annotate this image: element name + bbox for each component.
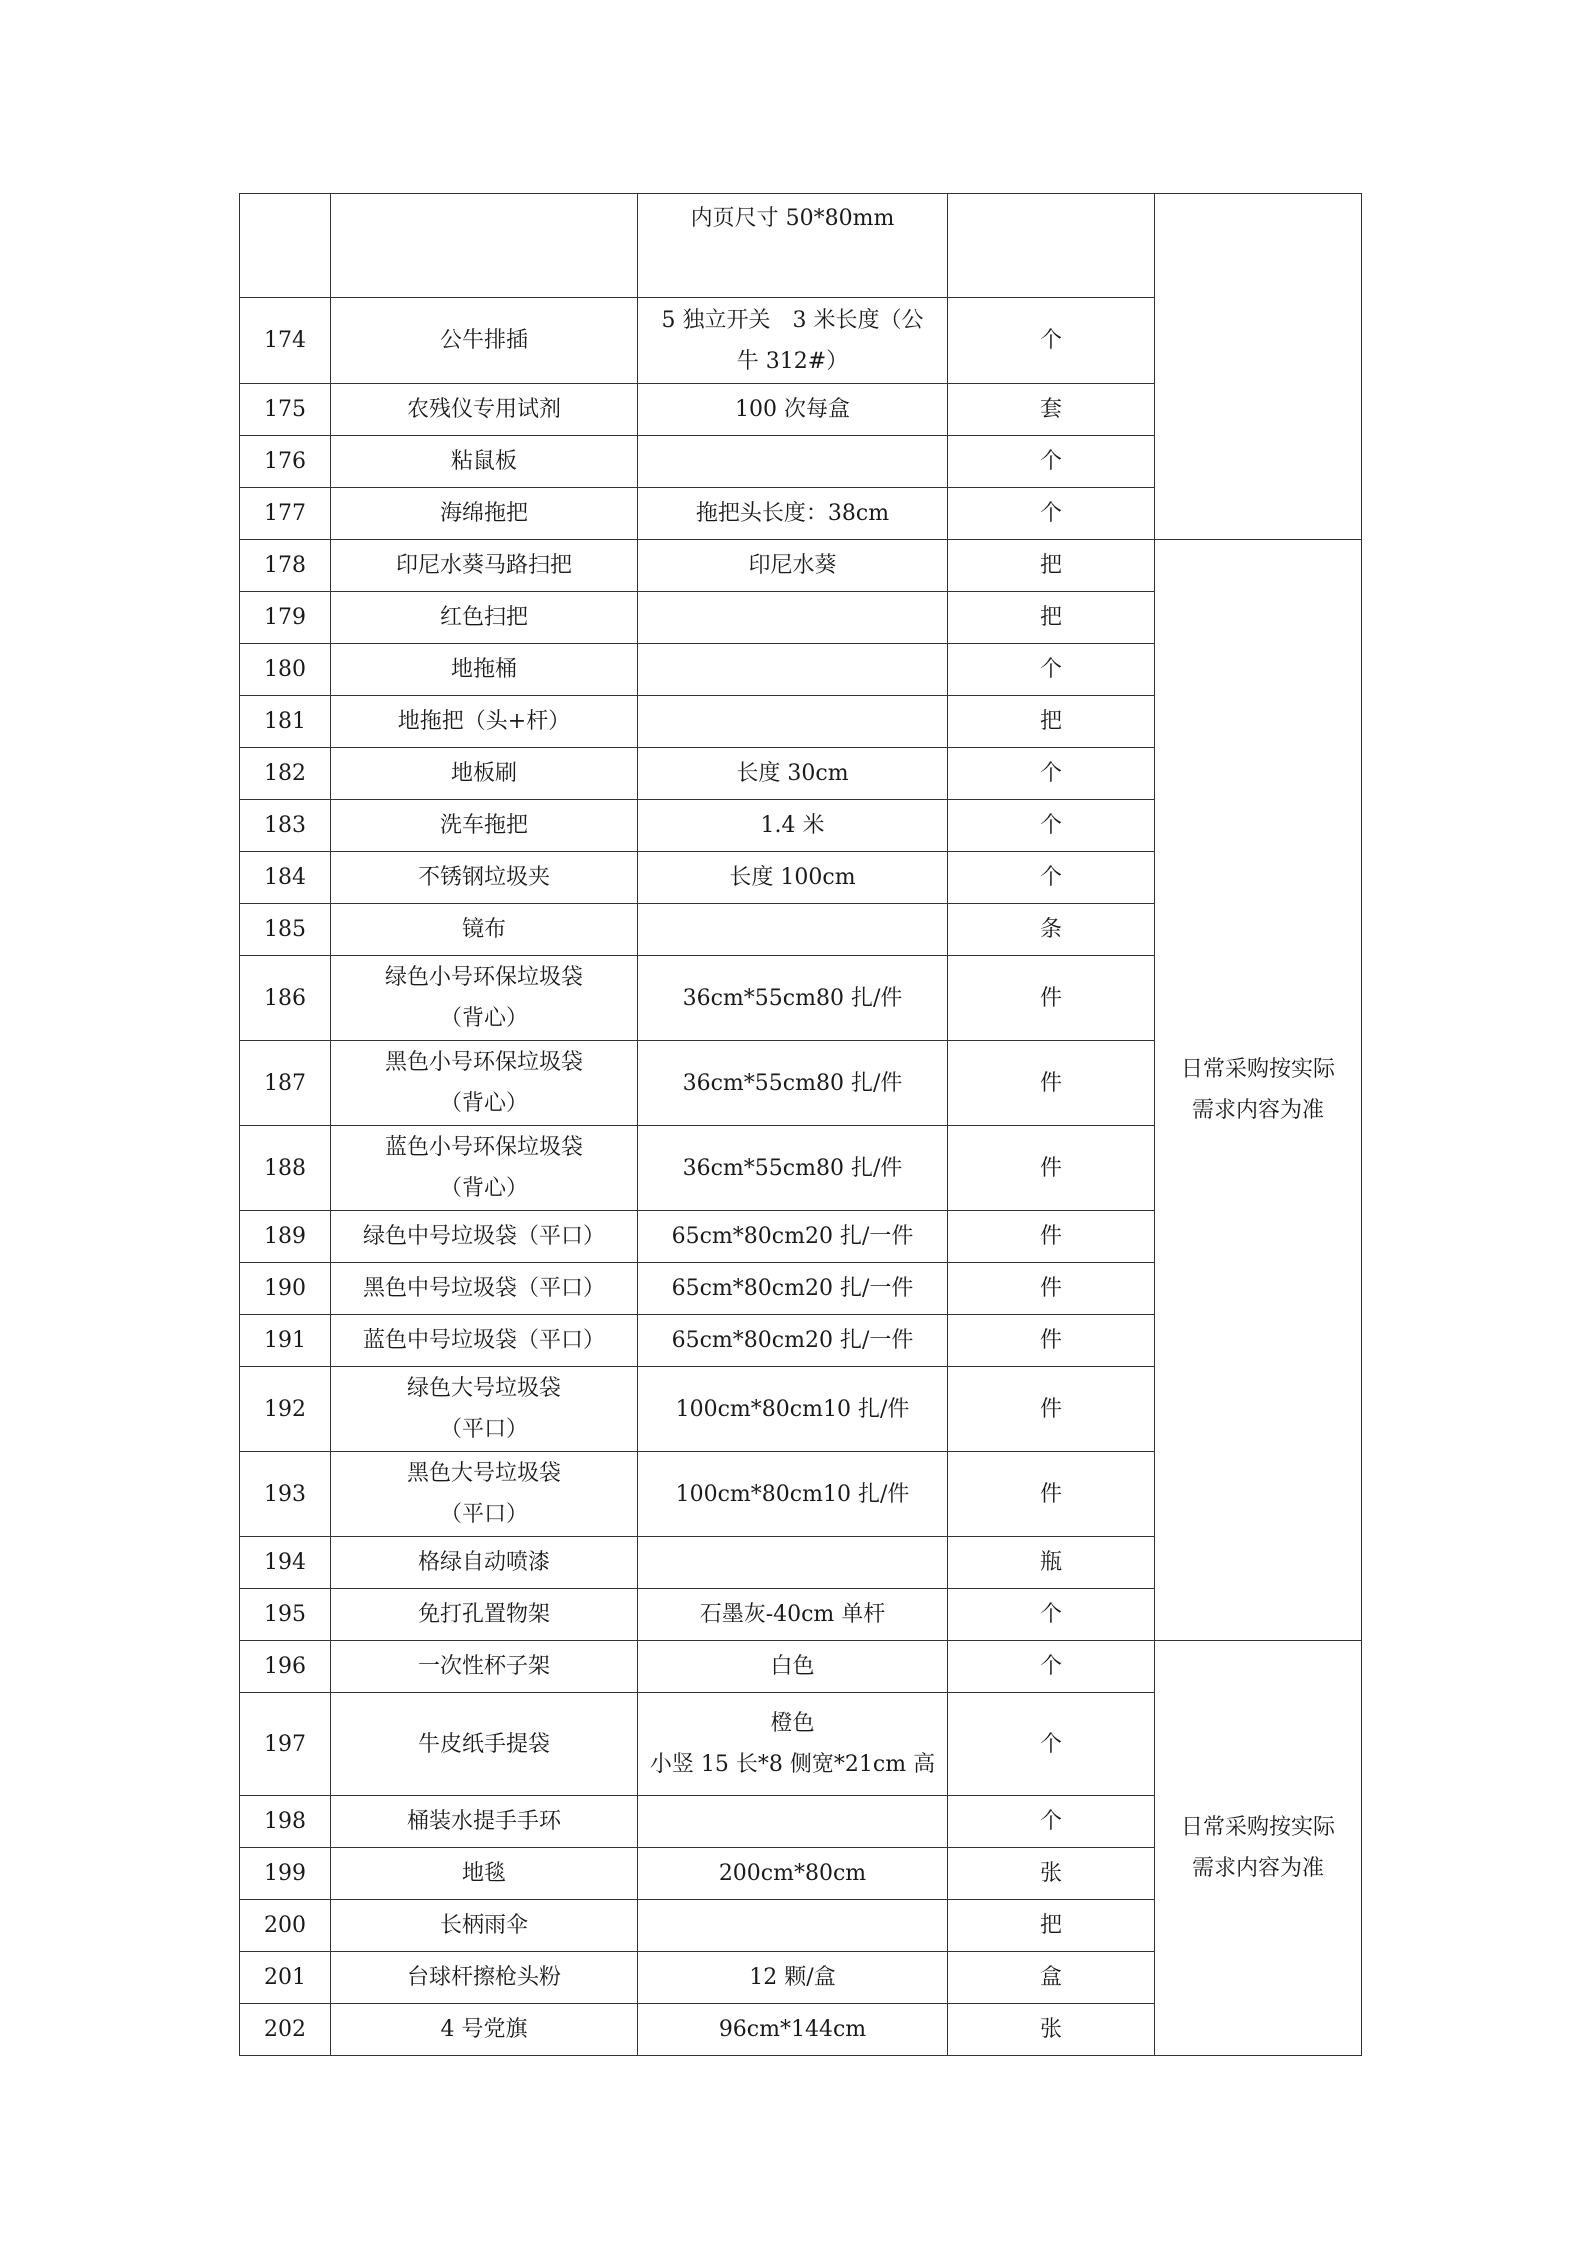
item-number-cell-text: 184 bbox=[264, 865, 306, 890]
item-unit-cell bbox=[948, 956, 1155, 1041]
item-spec-cell-text: 36cm*55cm80 扎/件 bbox=[682, 985, 903, 1011]
item-unit-cell bbox=[948, 1126, 1155, 1211]
item-unit-cell bbox=[948, 1041, 1155, 1126]
item-spec-cell-text: 36cm*55cm80 扎/件 bbox=[682, 1070, 903, 1096]
item-unit-cell bbox=[948, 904, 1155, 956]
item-name-cell bbox=[331, 194, 638, 298]
item-name-cell bbox=[331, 1126, 638, 1211]
item-name-cell-text: 地拖桶 bbox=[450, 657, 517, 682]
remark-cell bbox=[1155, 1641, 1362, 2056]
item-unit-cell-text: 个 bbox=[1039, 865, 1062, 890]
item-name-cell bbox=[331, 1211, 638, 1263]
item-name-cell-text: 农残仪专用试剂 bbox=[406, 397, 561, 422]
item-number-cell bbox=[240, 540, 331, 592]
item-name-cell bbox=[331, 696, 638, 748]
item-spec-cell-text: 65cm*80cm20 扎/一件 bbox=[671, 1224, 914, 1249]
item-number-cell-text: 181 bbox=[264, 709, 306, 734]
item-unit-cell bbox=[948, 800, 1155, 852]
item-unit-cell-text: 个 bbox=[1039, 1731, 1062, 1757]
item-number-cell-text: 202 bbox=[264, 2017, 306, 2042]
remark-cell-text: 需求内容为准 bbox=[1191, 1098, 1324, 1123]
table-body bbox=[240, 194, 1362, 2056]
item-number-cell bbox=[240, 1848, 331, 1900]
item-number-cell-text: 183 bbox=[264, 813, 306, 838]
item-unit-cell bbox=[948, 436, 1155, 488]
item-spec-cell-text: 65cm*80cm20 扎/一件 bbox=[671, 1328, 914, 1353]
item-unit-cell bbox=[948, 1952, 1155, 2004]
item-number-cell-text: 201 bbox=[264, 1965, 306, 1990]
item-name-cell-text: 洗车拖把 bbox=[439, 813, 528, 838]
item-unit-cell bbox=[948, 1452, 1155, 1537]
item-name-cell bbox=[331, 1589, 638, 1641]
item-name-cell bbox=[331, 540, 638, 592]
item-name-cell-text: （背心） bbox=[439, 1176, 528, 1201]
item-number-cell bbox=[240, 436, 331, 488]
item-spec-cell bbox=[638, 956, 948, 1041]
item-number-cell-text: 200 bbox=[264, 1913, 306, 1938]
item-spec-cell bbox=[638, 194, 948, 298]
item-unit-cell bbox=[948, 1589, 1155, 1641]
item-unit-cell bbox=[948, 540, 1155, 592]
table-row bbox=[240, 540, 1362, 592]
item-number-cell-text: 187 bbox=[264, 1070, 306, 1096]
item-unit-cell-text: 个 bbox=[1039, 1809, 1062, 1834]
item-name-cell bbox=[331, 1693, 638, 1796]
item-name-cell bbox=[331, 1263, 638, 1315]
item-spec-cell-text: 拖把头长度：38cm bbox=[695, 501, 890, 526]
item-name-cell-text: 不锈钢垃圾夹 bbox=[417, 865, 550, 890]
item-name-cell bbox=[331, 748, 638, 800]
item-spec-cell bbox=[638, 384, 948, 436]
item-number-cell-text: 191 bbox=[264, 1328, 306, 1353]
item-number-cell-text: 182 bbox=[264, 761, 306, 786]
item-number-cell bbox=[240, 1126, 331, 1211]
item-number-cell-text: 177 bbox=[264, 501, 306, 526]
item-number-cell-text: 192 bbox=[264, 1396, 306, 1422]
item-unit-cell-text: 把 bbox=[1039, 1913, 1062, 1938]
item-number-cell bbox=[240, 1952, 331, 2004]
item-unit-cell bbox=[948, 2004, 1155, 2056]
item-name-cell-text: 蓝色中号垃圾袋（平口） bbox=[362, 1328, 605, 1353]
item-spec-cell bbox=[638, 1452, 948, 1537]
table-row bbox=[240, 194, 1362, 298]
remark-cell bbox=[1155, 194, 1362, 540]
item-number-cell-text: 199 bbox=[264, 1861, 306, 1886]
item-unit-cell bbox=[948, 298, 1155, 384]
item-number-cell-text: 194 bbox=[264, 1550, 306, 1575]
item-name-cell-text: 长柄雨伞 bbox=[439, 1913, 528, 1938]
item-unit-cell bbox=[948, 1848, 1155, 1900]
remark-cell bbox=[1155, 540, 1362, 1641]
item-spec-cell-text: 1.4 米 bbox=[760, 813, 825, 838]
item-unit-cell bbox=[948, 1315, 1155, 1367]
item-name-cell bbox=[331, 488, 638, 540]
item-name-cell-text: 海绵拖把 bbox=[439, 501, 528, 526]
item-name-cell bbox=[331, 1641, 638, 1693]
item-name-cell bbox=[331, 1537, 638, 1589]
item-spec-cell bbox=[638, 852, 948, 904]
item-name-cell-text: 公牛排插 bbox=[439, 328, 528, 353]
item-number-cell-text: 178 bbox=[264, 553, 306, 578]
item-name-cell bbox=[331, 436, 638, 488]
item-unit-cell-text: 把 bbox=[1039, 605, 1062, 630]
item-unit-cell bbox=[948, 644, 1155, 696]
item-name-cell bbox=[331, 852, 638, 904]
item-number-cell bbox=[240, 1796, 331, 1848]
item-name-cell bbox=[331, 298, 638, 384]
item-number-cell-text: 186 bbox=[264, 985, 306, 1011]
item-name-cell bbox=[331, 1041, 638, 1126]
item-spec-cell bbox=[638, 1367, 948, 1452]
item-spec-cell bbox=[638, 1796, 948, 1848]
item-number-cell bbox=[240, 1315, 331, 1367]
item-spec-cell-text: 石墨灰-40cm 单杆 bbox=[699, 1602, 886, 1627]
item-spec-cell-text: 牛 312#） bbox=[736, 348, 849, 374]
item-number-cell bbox=[240, 1641, 331, 1693]
item-unit-cell-text: 盒 bbox=[1039, 1965, 1062, 1990]
item-spec-cell bbox=[638, 1263, 948, 1315]
item-number-cell bbox=[240, 1367, 331, 1452]
item-number-cell-text: 196 bbox=[264, 1654, 306, 1679]
remark-cell-text: 日常采购按实际 bbox=[1180, 1057, 1335, 1082]
item-name-cell-text: 黑色大号垃圾袋 bbox=[406, 1461, 561, 1486]
item-spec-cell-text: 长度 100cm bbox=[729, 865, 856, 890]
item-name-cell-text: 牛皮纸手提袋 bbox=[417, 1731, 550, 1757]
item-name-cell-text: （背心） bbox=[439, 1091, 528, 1116]
item-spec-cell bbox=[638, 488, 948, 540]
item-spec-cell bbox=[638, 1641, 948, 1693]
item-number-cell-text: 175 bbox=[264, 397, 306, 422]
item-number-cell-text: 197 bbox=[264, 1731, 306, 1757]
item-number-cell bbox=[240, 904, 331, 956]
item-spec-cell-text: 200cm*80cm bbox=[718, 1861, 867, 1886]
remark-cell-text: 需求内容为准 bbox=[1191, 1856, 1324, 1881]
item-unit-cell-text: 件 bbox=[1039, 985, 1062, 1011]
item-number-cell-text: 174 bbox=[264, 328, 306, 353]
item-spec-cell bbox=[638, 1315, 948, 1367]
item-number-cell-text: 193 bbox=[264, 1481, 306, 1507]
item-unit-cell-text: 个 bbox=[1039, 657, 1062, 682]
item-name-cell bbox=[331, 1452, 638, 1537]
item-name-cell bbox=[331, 904, 638, 956]
item-spec-cell-text: 12 颗/盒 bbox=[749, 1965, 836, 1990]
item-spec-cell bbox=[638, 1126, 948, 1211]
item-number-cell-text: 190 bbox=[264, 1276, 306, 1301]
item-unit-cell bbox=[948, 194, 1155, 298]
item-unit-cell bbox=[948, 1900, 1155, 1952]
item-unit-cell bbox=[948, 488, 1155, 540]
item-spec-cell-text: 印尼水葵 bbox=[748, 553, 837, 578]
table-row bbox=[240, 1641, 1362, 1693]
item-name-cell-text: 粘鼠板 bbox=[450, 449, 517, 474]
item-spec-cell bbox=[638, 696, 948, 748]
item-name-cell-text: 镜布 bbox=[461, 917, 506, 942]
item-spec-cell bbox=[638, 1537, 948, 1589]
remark-cell-text: 日常采购按实际 bbox=[1180, 1815, 1335, 1840]
item-number-cell bbox=[240, 1900, 331, 1952]
item-unit-cell bbox=[948, 1367, 1155, 1452]
item-number-cell-text: 179 bbox=[264, 605, 306, 630]
item-number-cell bbox=[240, 1041, 331, 1126]
item-unit-cell-text: 件 bbox=[1039, 1155, 1062, 1181]
item-spec-cell-text: 36cm*55cm80 扎/件 bbox=[682, 1155, 903, 1181]
item-name-cell-text: 绿色中号垃圾袋（平口） bbox=[362, 1224, 605, 1249]
item-number-cell bbox=[240, 1589, 331, 1641]
item-unit-cell-text: 件 bbox=[1039, 1481, 1062, 1507]
item-name-cell-text: 黑色小号环保垃圾袋 bbox=[384, 1050, 583, 1075]
item-name-cell bbox=[331, 1796, 638, 1848]
item-spec-cell-text: 内页尺寸 50*80mm bbox=[690, 206, 895, 231]
item-unit-cell-text: 把 bbox=[1039, 553, 1062, 578]
item-unit-cell-text: 套 bbox=[1039, 397, 1062, 422]
item-number-cell bbox=[240, 194, 331, 298]
item-unit-cell bbox=[948, 852, 1155, 904]
item-unit-cell bbox=[948, 1537, 1155, 1589]
item-unit-cell bbox=[948, 748, 1155, 800]
item-number-cell bbox=[240, 1211, 331, 1263]
item-unit-cell-text: 把 bbox=[1039, 709, 1062, 734]
item-unit-cell bbox=[948, 1263, 1155, 1315]
item-name-cell bbox=[331, 1848, 638, 1900]
item-name-cell-text: 免打孔置物架 bbox=[417, 1602, 550, 1627]
item-name-cell-text: 台球杆擦枪头粉 bbox=[406, 1965, 561, 1990]
item-spec-cell-text: 白色 bbox=[770, 1654, 815, 1679]
item-unit-cell-text: 件 bbox=[1039, 1276, 1062, 1301]
item-unit-cell-text: 个 bbox=[1039, 328, 1062, 353]
item-name-cell-text: 地板刷 bbox=[450, 761, 517, 786]
item-spec-cell-text: 100 次每盒 bbox=[735, 397, 850, 422]
item-unit-cell-text: 张 bbox=[1039, 2017, 1062, 2042]
item-number-cell bbox=[240, 1452, 331, 1537]
item-number-cell-text: 195 bbox=[264, 1602, 306, 1627]
item-number-cell-text: 188 bbox=[264, 1155, 306, 1181]
item-spec-cell-text: 65cm*80cm20 扎/一件 bbox=[671, 1276, 914, 1301]
item-unit-cell-text: 件 bbox=[1039, 1224, 1062, 1249]
item-number-cell bbox=[240, 956, 331, 1041]
item-unit-cell-text: 个 bbox=[1039, 501, 1062, 526]
item-spec-cell-text: 小竖 15 长*8 侧宽*21cm 高 bbox=[649, 1752, 936, 1777]
item-unit-cell-text: 个 bbox=[1039, 761, 1062, 786]
item-unit-cell bbox=[948, 1641, 1155, 1693]
item-number-cell-text: 176 bbox=[264, 449, 306, 474]
item-spec-cell bbox=[638, 904, 948, 956]
item-number-cell-text: 198 bbox=[264, 1809, 306, 1834]
item-unit-cell-text: 瓶 bbox=[1039, 1550, 1062, 1575]
item-unit-cell-text: 个 bbox=[1039, 1654, 1062, 1679]
item-name-cell-text: 一次性杯子架 bbox=[417, 1654, 550, 1679]
item-unit-cell bbox=[948, 696, 1155, 748]
item-unit-cell bbox=[948, 384, 1155, 436]
item-name-cell-text: 黑色中号垃圾袋（平口） bbox=[362, 1276, 605, 1301]
item-name-cell-text: （背心） bbox=[439, 1006, 528, 1031]
item-number-cell-text: 185 bbox=[264, 917, 306, 942]
item-name-cell bbox=[331, 2004, 638, 2056]
item-spec-cell bbox=[638, 748, 948, 800]
item-name-cell-text: （平口） bbox=[439, 1502, 528, 1527]
item-unit-cell-text: 张 bbox=[1039, 1861, 1062, 1886]
item-spec-cell bbox=[638, 1693, 948, 1796]
item-spec-cell-text: 96cm*144cm bbox=[718, 2017, 867, 2042]
item-name-cell-text: 地拖把（头+杆） bbox=[397, 709, 571, 734]
item-number-cell bbox=[240, 488, 331, 540]
item-name-cell bbox=[331, 1315, 638, 1367]
item-unit-cell-text: 个 bbox=[1039, 813, 1062, 838]
item-spec-cell bbox=[638, 1952, 948, 2004]
item-number-cell bbox=[240, 800, 331, 852]
item-name-cell-text: 桶装水提手手环 bbox=[406, 1809, 561, 1834]
item-spec-cell bbox=[638, 644, 948, 696]
item-name-cell bbox=[331, 1952, 638, 2004]
item-name-cell-text: 绿色小号环保垃圾袋 bbox=[384, 965, 583, 990]
item-unit-cell-text: 件 bbox=[1039, 1396, 1062, 1422]
item-name-cell bbox=[331, 956, 638, 1041]
procurement-items-table bbox=[239, 193, 1362, 2056]
item-name-cell bbox=[331, 1900, 638, 1952]
item-spec-cell bbox=[638, 1900, 948, 1952]
item-name-cell bbox=[331, 592, 638, 644]
item-spec-cell bbox=[638, 1848, 948, 1900]
item-name-cell-text: 印尼水葵马路扫把 bbox=[395, 553, 572, 578]
item-name-cell-text: 地毯 bbox=[461, 1861, 506, 1886]
item-spec-cell bbox=[638, 800, 948, 852]
item-name-cell bbox=[331, 1367, 638, 1452]
item-name-cell bbox=[331, 644, 638, 696]
item-unit-cell bbox=[948, 1693, 1155, 1796]
item-spec-cell-text: 100cm*80cm10 扎/件 bbox=[675, 1396, 910, 1422]
item-spec-cell-text: 100cm*80cm10 扎/件 bbox=[675, 1481, 910, 1507]
item-spec-cell bbox=[638, 1211, 948, 1263]
item-name-cell-text: （平口） bbox=[439, 1417, 528, 1442]
item-spec-cell bbox=[638, 592, 948, 644]
item-number-cell bbox=[240, 1263, 331, 1315]
item-spec-cell bbox=[638, 2004, 948, 2056]
item-number-cell bbox=[240, 384, 331, 436]
item-unit-cell-text: 件 bbox=[1039, 1328, 1062, 1353]
item-unit-cell bbox=[948, 592, 1155, 644]
item-number-cell-text: 189 bbox=[264, 1224, 306, 1249]
item-number-cell-text: 180 bbox=[264, 657, 306, 682]
item-unit-cell bbox=[948, 1796, 1155, 1848]
item-number-cell bbox=[240, 644, 331, 696]
item-spec-cell bbox=[638, 1589, 948, 1641]
item-number-cell bbox=[240, 1537, 331, 1589]
item-unit-cell-text: 件 bbox=[1039, 1070, 1062, 1096]
item-name-cell-text: 格绿自动喷漆 bbox=[417, 1550, 550, 1575]
item-number-cell bbox=[240, 1693, 331, 1796]
item-spec-cell-text: 橙色 bbox=[770, 1711, 815, 1736]
item-name-cell-text: 红色扫把 bbox=[439, 605, 528, 630]
item-spec-cell bbox=[638, 436, 948, 488]
item-number-cell bbox=[240, 696, 331, 748]
item-spec-cell-text: 长度 30cm bbox=[736, 761, 849, 786]
item-number-cell bbox=[240, 748, 331, 800]
item-name-cell-text: 4 号党旗 bbox=[440, 2017, 528, 2042]
item-spec-cell bbox=[638, 1041, 948, 1126]
item-unit-cell bbox=[948, 1211, 1155, 1263]
item-name-cell-text: 绿色大号垃圾袋 bbox=[406, 1376, 561, 1401]
item-name-cell bbox=[331, 800, 638, 852]
item-unit-cell-text: 个 bbox=[1039, 1602, 1062, 1627]
item-name-cell-text: 蓝色小号环保垃圾袋 bbox=[384, 1135, 583, 1160]
item-number-cell bbox=[240, 852, 331, 904]
item-number-cell bbox=[240, 298, 331, 384]
item-name-cell bbox=[331, 384, 638, 436]
item-spec-cell bbox=[638, 540, 948, 592]
item-number-cell bbox=[240, 592, 331, 644]
item-spec-cell bbox=[638, 298, 948, 384]
item-number-cell bbox=[240, 2004, 331, 2056]
item-spec-cell-text: 5 独立开关 3 米长度（公 bbox=[661, 307, 924, 333]
item-unit-cell-text: 条 bbox=[1039, 917, 1062, 942]
item-unit-cell-text: 个 bbox=[1039, 449, 1062, 474]
